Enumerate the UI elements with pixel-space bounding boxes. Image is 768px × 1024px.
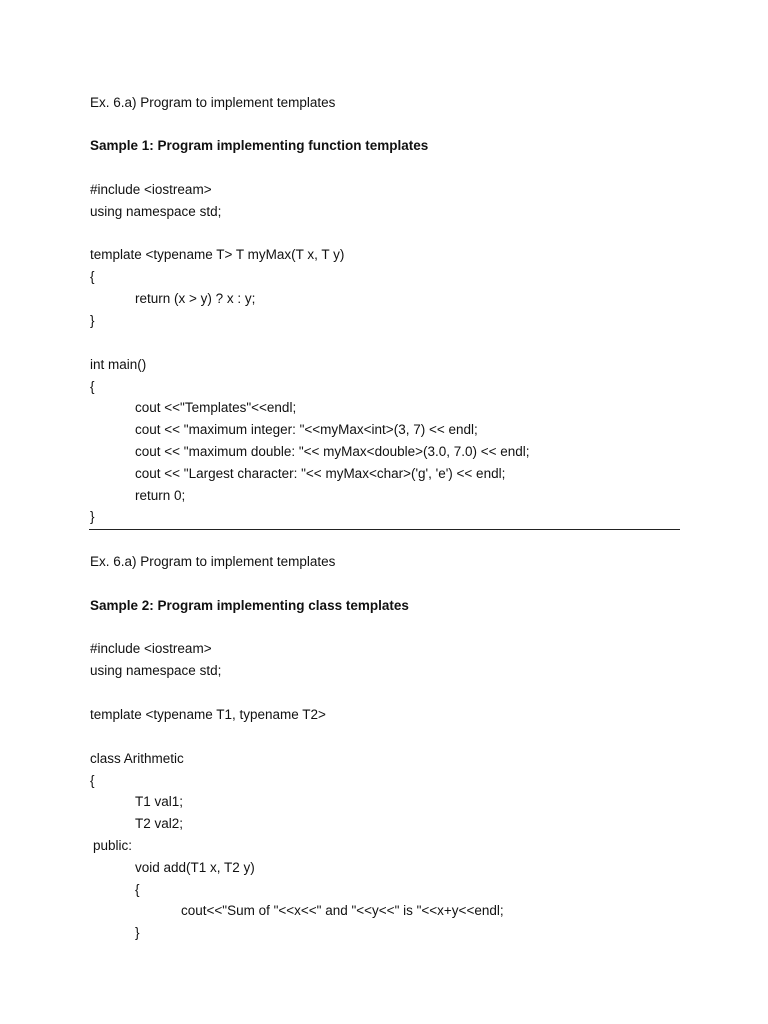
code-line: }	[90, 509, 95, 524]
section2-subheading: Sample 2: Program implementing class templates	[90, 598, 409, 613]
code-line: void add(T1 x, T2 y)	[135, 860, 255, 875]
code-line: public:	[93, 838, 133, 853]
code-line: {	[90, 269, 95, 284]
section1-subheading: Sample 1: Program implementing function templates	[90, 138, 429, 153]
code-line: #include <iostream>	[90, 182, 212, 197]
code-line: return 0;	[135, 488, 186, 503]
code-line: class Arithmetic	[90, 751, 184, 766]
code-line: cout << "Largest character: "<< myMax<char>('g', 'e') << endl;	[135, 466, 506, 481]
section-divider	[89, 529, 680, 530]
code-line: {	[135, 882, 140, 897]
code-line: template <typename T> T myMax(T x, T y)	[90, 247, 345, 262]
code-line: cout <<"Templates"<<endl;	[135, 400, 297, 415]
code-line: int main()	[90, 357, 147, 372]
code-line: template <typename T1, typename T2>	[90, 707, 326, 722]
section1-heading: Ex. 6.a) Program to implement templates	[90, 95, 336, 110]
code-line: cout << "maximum double: "<< myMax<double>(3.0, 7.0) << endl;	[135, 444, 530, 459]
code-line: using namespace std;	[90, 663, 222, 678]
section2-heading: Ex. 6.a) Program to implement templates	[90, 554, 336, 569]
code-line: return (x > y) ? x : y;	[135, 291, 256, 306]
code-line: }	[135, 925, 140, 940]
code-line: #include <iostream>	[90, 641, 212, 656]
code-line: {	[90, 773, 95, 788]
code-line: T1 val1;	[135, 794, 184, 809]
code-line: }	[90, 313, 95, 328]
code-line: cout<<"Sum of "<<x<<" and "<<y<<" is "<<x+y<<endl;	[181, 903, 504, 918]
code-line: using namespace std;	[90, 204, 222, 219]
code-line: {	[90, 379, 95, 394]
code-line: cout << "maximum integer: "<<myMax<int>(3, 7) << endl;	[135, 422, 478, 437]
code-line: T2 val2;	[135, 816, 184, 831]
